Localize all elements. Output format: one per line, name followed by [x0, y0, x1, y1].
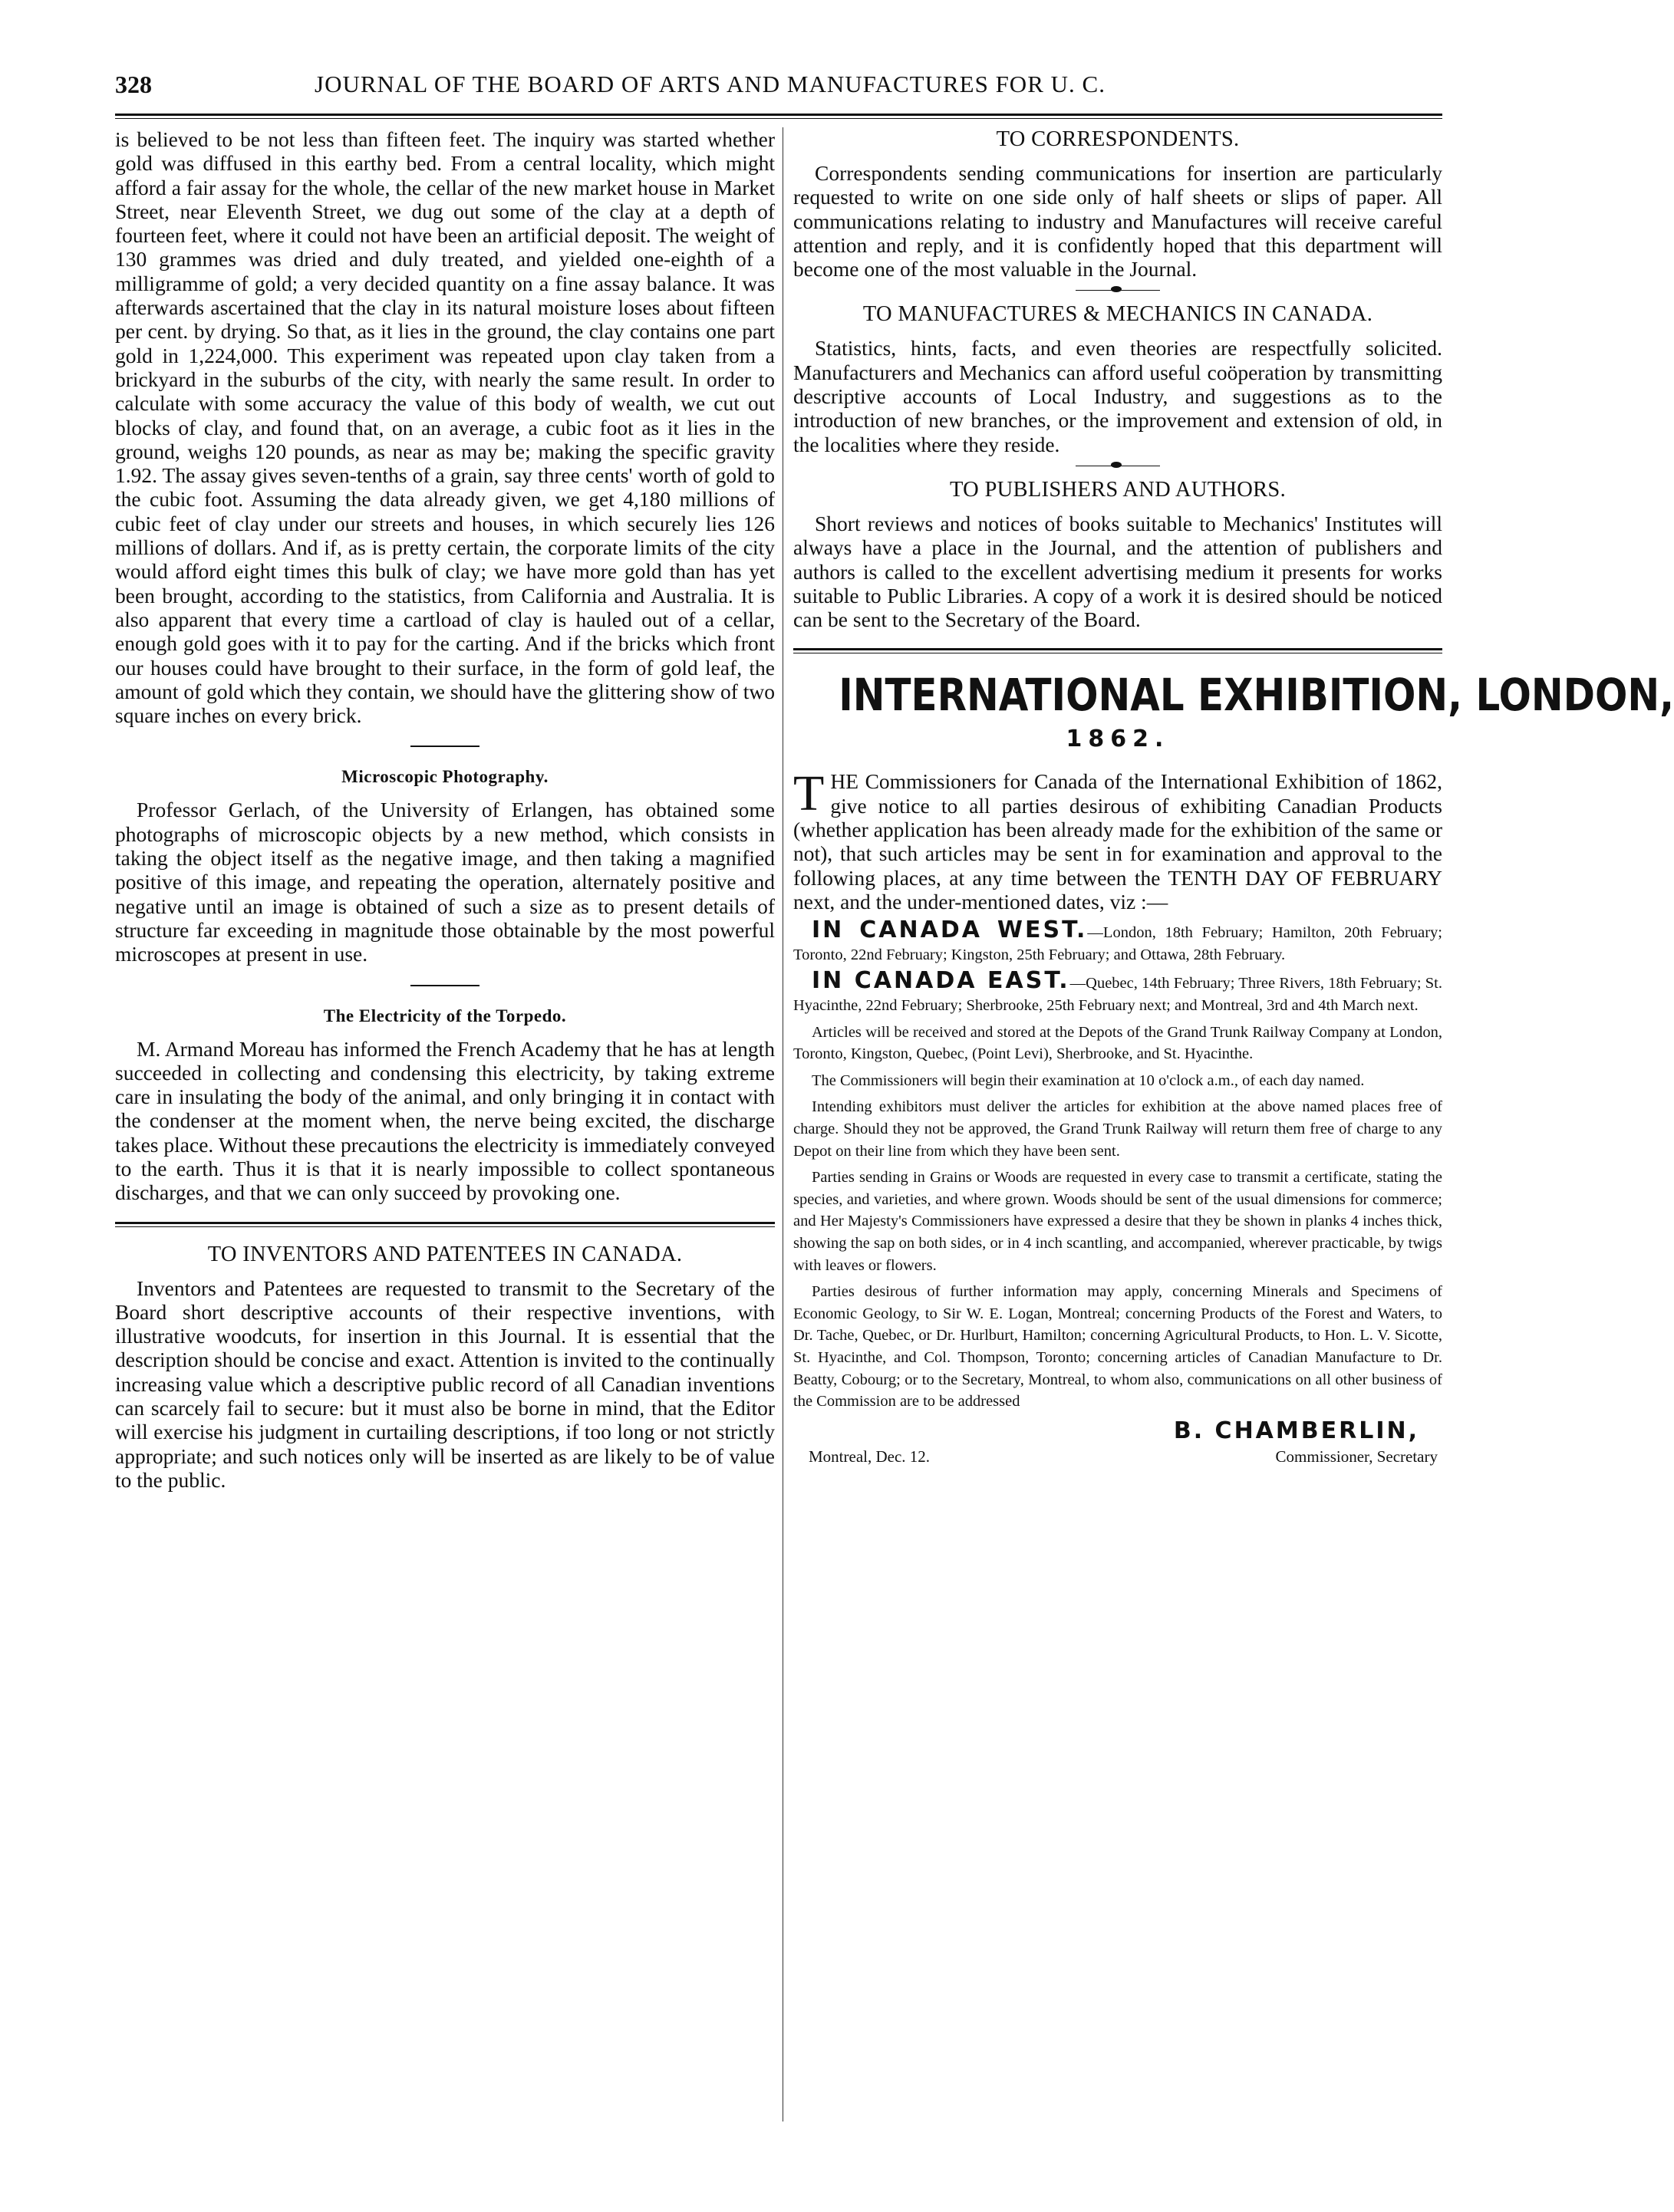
- exhibition-year: 1862.: [1066, 726, 1170, 753]
- signatory-title: Commissioner, Secretary: [1275, 1447, 1438, 1466]
- exhibition-intro-text: HE Commissioners for Canada of the International Exhibition of 1862, give notice to all parties desirous of exhibiting Canadian Products (whether application has been already made for the exhibition of the same or not), that such articles may be sent in for examination and approval to the following places, at any time between the TENTH DAY OF FEBRUARY next, and the under-mentioned dates, viz :—: [793, 769, 1442, 913]
- information-paragraph: Parties desirous of further information may apply, concerning Minerals and Specimens of Economic Geology, to Sir W. E. Logan, Montreal; concerning Products of the Forest and Waters, to Dr. Tache, Quebec, or Dr. Hurlburt, Hamilton; concerning Agricultural Products, to Hon. L. V. Sicotte, St. Hyacinthe, and Col. Thompson, Toronto; concerning articles of Canadian Manufacture to Dr. Beatty, Cobourg; or to the Secretary, Montreal, to whom also, communications on all other business of the Commission are to be addressed: [793, 1283, 1442, 1410]
- drop-cap: T: [793, 765, 825, 822]
- inventors-notice: Inventors and Patentees are requested to transmit to the Secretary of the Board short descriptive accounts of their respective inventions, with illustrative woodcuts, for insertion in this Journal. It is essential that the description should be concise and exact. Attention is invited to the continually increasing value which a descriptive public record of all Canadian inventions can scarcely fail to secure: but it must also be borne in mind, that the Editor will exercise his judgment in curtailing descriptions, if too long or not strictly appropriate; and such notices only will be inserted as are likely to be of value to the public.: [115, 1276, 775, 1492]
- examination-paragraph: The Commissioners will begin their examination at 10 o'clock a.m., of each day named.: [812, 1071, 1365, 1089]
- exhibition-title: INTERNATIONAL EXHIBITION, LONDON,: [839, 669, 1674, 722]
- manufactures-heading: TO MANUFACTURES & MECHANICS IN CANADA.: [862, 302, 1373, 327]
- signatory-name: B. CHAMBERLIN,: [1173, 1417, 1419, 1444]
- section-divider: [410, 746, 479, 747]
- canada-west-schedule: [793, 917, 1442, 966]
- page-header: [115, 71, 1442, 106]
- ornament-divider: [1076, 290, 1160, 291]
- publishers-heading: TO PUBLISHERS AND AUTHORS.: [949, 477, 1286, 502]
- torpedo-article: M. Armand Moreau has informed the French Academy that he has at length succeeded in collecting and condensing this electricity, by taking extreme care in insulating the body of the animal, and only bringing it in contact with the condenser at the moment when, the nerve being excited, the discharge takes place. Without these precautions the electricity is immediately conveyed to the earth. Thus it is that it is nearly impossible to collect spontaneous discharges, and that we can only succeed by provoking one.: [115, 1036, 775, 1205]
- delivery-paragraph: Intending exhibitors must deliver the articles for exhibition at the above named places free of charge. Should they not be approved, the Grand Trunk Railway will return them free of charge to any Depot on their line from which they have been sent.: [793, 1098, 1442, 1160]
- correspondents-heading: TO CORRESPONDENTS.: [996, 127, 1240, 151]
- canada-east-schedule: [793, 967, 1442, 1016]
- header-rule: [115, 114, 1442, 119]
- gold-clay-article: is believed to be not less than fifteen feet. The inquiry was started whether gold was diffused in this earthy bed. From a central locality, which might afford a fair assay for the whole, the cellar of the new market house in Market Street, near Eleventh Street, we dug out some of the clay at a depth of fourteen feet, where it could not have been an artificial deposit. The weight of 130 grammes was dried and duly treated, and yielded one-eighth of a milligramme of gold; a very decided quantity on a fine assay balance. It was afterwards ascertained that the clay in its natural moisture loses about fifteen per cent. by drying. So that, as it lies in the ground, the clay contains one part gold in 1,224,000. This experiment was repeated upon clay taken from a brickyard in the suburbs of the city, with nearly the same result. In order to calculate with some accuracy the value of this body of wealth, we cut out blocks of clay, and found that, on an average, a cubic foot as it lies in the ground, weighs 120 pounds, as near as may be; making the specific gravity 1.92. The assay gives seven-tenths of a grain, say three cents' worth of gold to the cubic foot. Assuming the data already given, we get 4,180 millions of cubic feet of clay under our streets and houses, in which securely lies 126 millions of dollars. And if, as is pretty certain, the corporate limits of the city would afford eight times this bulk of clay; we have more gold than has yet been brought, according to the statistics, from California and Australia. It is also apparent that every time a cartload of clay is hauled out of a cellar, enough gold goes with it to pay for the carting. And if the bricks which front our houses could have brought to their surface, in the form of gold leaf, the amount of gold which they contain, we should have the glittering show of two square inches on every brick.: [115, 127, 775, 728]
- section-double-rule: [793, 648, 1442, 653]
- canada-west-heading: IN CANADA WEST.: [812, 917, 1088, 944]
- left-column: [115, 127, 775, 1492]
- section-divider: [410, 985, 479, 986]
- journal-title: JOURNAL OF THE BOARD OF ARTS AND MANUFACTURES FOR U. C.: [315, 71, 1106, 97]
- right-column: [793, 127, 1674, 1466]
- microscopic-article: Professor Gerlach, of the University of Erlangen, has obtained some photographs of microscopic objects by a new method, which consists in taking the object itself as the negative image, and then taking a magnified positive of this image, and repeating the operation, alternately positive and negative until an image is obtained of such a size as to present details of structure far exceeding in magnitude those obtainable by the most powerful microscopes at present in use.: [115, 798, 775, 966]
- manufactures-notice: Statistics, hints, facts, and even theories are respectfully solicited. Manufacturers and Mechanics can afford useful coöperation by transmitting descriptive accounts of Local Industry, and suggestions as to the introduction of new branches, or the improvement and extension of old, in the localities where they reside.: [793, 336, 1442, 456]
- publishers-notice: Short reviews and notices of books suitable to Mechanics' Institutes will always have a place in the Journal, and the attention of publishers and authors is called to the excellent advertising medium it presents for works suitable to Public Libraries. A copy of a work it is desired should be noticed can be sent to the Secretary of the Board.: [793, 511, 1442, 632]
- ornament-divider: [1076, 466, 1160, 467]
- exhibition-intro: [793, 765, 1442, 913]
- grains-woods-paragraph: Parties sending in Grains or Woods are requested in every case to transmit a certificate, stating the species, and varieties, and where grown. Woods should be sent of the usual dimensions for commerce; and Her Majesty's Commissioners have expressed a desire that they be shown in planks 4 inches thick, showing the sap on both sides, or in 4 inch scantling, and accompanied, wherever practicable, by twigs with leaves or flowers.: [793, 1169, 1442, 1274]
- section-double-rule: [115, 1222, 775, 1227]
- page-number: 328: [115, 71, 152, 98]
- depots-paragraph: Articles will be received and stored at the Depots of the Grand Trunk Railway Company at London, Toronto, Kingston, Quebec, (Point Levi), Sherbrooke, and St. Hyacinthe.: [793, 1023, 1442, 1063]
- microscopic-heading: Microscopic Photography.: [341, 767, 549, 787]
- signature-line: [809, 1447, 1438, 1466]
- place-date: Montreal, Dec. 12.: [809, 1447, 931, 1466]
- canada-east-heading: IN CANADA EAST.: [812, 967, 1070, 995]
- canada-east-dates: —Quebec, 14th February; Three Rivers, 18th February; St. Hyacinthe, 22nd February; Sherbrooke, 25th February next; and Montreal, 3rd and 4th March next.: [793, 975, 1442, 1015]
- canada-west-dates: —London, 18th February; Hamilton, 20th February; Toronto, 22nd February; Kingston, 25th February; and Ottawa, 28th February.: [793, 924, 1442, 963]
- torpedo-heading: The Electricity of the Torpedo.: [323, 1006, 567, 1025]
- inventors-heading: TO INVENTORS AND PATENTEES IN CANADA.: [207, 1242, 683, 1266]
- correspondents-notice: Correspondents sending communications for insertion are particularly requested to write on one side only of half sheets or slips of paper. All communications relating to industry and Manufactures will receive careful attention and reply, and it is confidently hoped that this department will become one of the most valuable in the Journal.: [793, 161, 1442, 281]
